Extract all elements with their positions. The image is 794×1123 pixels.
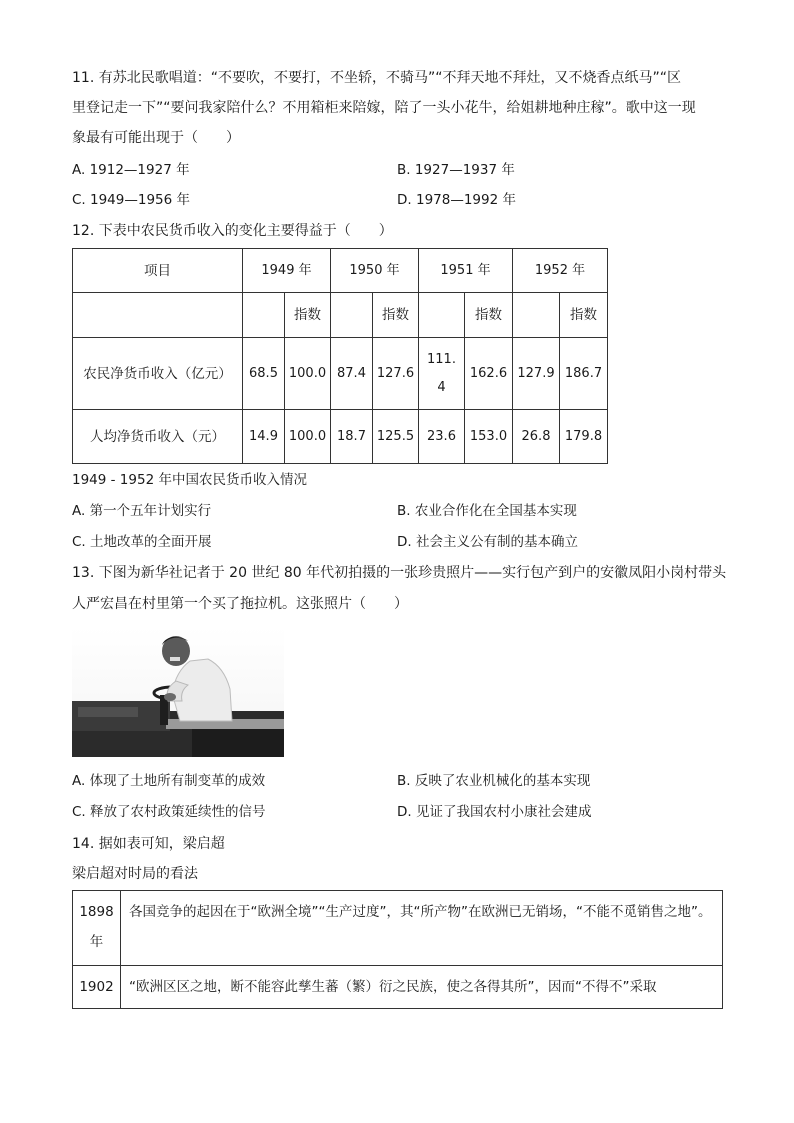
table-cell: 179.8 [560, 410, 608, 464]
table-row-label: 农民净货币收入（亿元） [73, 338, 243, 410]
table-cell: 100.0 [285, 338, 331, 410]
table-row-text: 各国竞争的起因在于“欧洲全境”“生产过度”，其“所产物”在欧洲已无销场，“不能不觅销售之地”。 [121, 891, 723, 966]
q13-option-b[interactable]: B. 反映了农业机械化的基本实现 [397, 773, 591, 789]
table-row [73, 410, 608, 464]
table-row-year: 1902 [73, 966, 121, 1009]
table-subheader-index: 指数 [560, 293, 608, 338]
table-header-year-1949: 1949 年 [243, 249, 331, 293]
q11-option-a[interactable]: A. 1912—1927 年 [72, 162, 190, 178]
q14-views-table [72, 890, 723, 1009]
q12-income-table [72, 248, 608, 464]
table-cell: 127.9 [513, 338, 560, 410]
q11-stem-line-2: 里登记走一下”“要问我家陪什么？不用箱柜来陪嫁，陪了一头小花牛，给姐耕地种庄稼”。歌中这一现 [72, 100, 696, 116]
q12-stem: 12. 下表中农民货币收入的变化主要得益于（ ） [72, 223, 393, 239]
q12-table-caption: 1949 - 1952 年中国农民货币收入情况 [72, 472, 307, 488]
table-subheader-index: 指数 [373, 293, 419, 338]
table-cell: 111.4 [419, 338, 465, 410]
table-row-text: “欧洲区区之地，断不能容此孳生蕃（繁）衍之民族，使之各得其所”，因而“不得不”采取 [121, 966, 723, 1009]
table-header-year-1952: 1952 年 [513, 249, 608, 293]
q12-option-b[interactable]: B. 农业合作化在全国基本实现 [397, 503, 577, 519]
q12-option-c[interactable]: C. 土地改革的全面开展 [72, 534, 212, 550]
table-cell: 87.4 [331, 338, 373, 410]
q13-option-a[interactable]: A. 体现了土地所有制变革的成效 [72, 773, 266, 789]
table-subheader-empty [73, 293, 243, 338]
q14-stem: 14. 据如表可知，梁启超 [72, 836, 225, 852]
q11-option-d[interactable]: D. 1978—1992 年 [397, 192, 516, 208]
table-header-item: 项目 [73, 249, 243, 293]
tractor-photo [72, 627, 284, 757]
table-row-year: 1898 年 [73, 891, 121, 966]
q13-option-d[interactable]: D. 见证了我国农村小康社会建成 [397, 804, 592, 820]
table-cell: 23.6 [419, 410, 465, 464]
table-row [73, 891, 723, 966]
table-subheader-empty [419, 293, 465, 338]
table-row [73, 966, 723, 1009]
table-subheader-empty [331, 293, 373, 338]
table-subheader-index: 指数 [285, 293, 331, 338]
table-cell: 18.7 [331, 410, 373, 464]
table-cell: 14.9 [243, 410, 285, 464]
table-cell: 100.0 [285, 410, 331, 464]
q11-option-b[interactable]: B. 1927—1937 年 [397, 162, 515, 178]
table-row-label: 人均净货币收入（元） [73, 410, 243, 464]
q11-option-c[interactable]: C. 1949—1956 年 [72, 192, 191, 208]
table-subheader-empty [243, 293, 285, 338]
table-cell: 125.5 [373, 410, 419, 464]
q13-option-c[interactable]: C. 释放了农村政策延续性的信号 [72, 804, 266, 820]
table-header-year-1950: 1950 年 [331, 249, 419, 293]
q11-stem-line-1: 11. 有苏北民歌唱道：“不要吹，不要打，不坐轿，不骑马”“不拜天地不拜灶，又不烧香点纸马”“区 [72, 70, 681, 86]
q12-option-d[interactable]: D. 社会主义公有制的基本确立 [397, 534, 578, 550]
table-header-year-1951: 1951 年 [419, 249, 513, 293]
q12-option-a[interactable]: A. 第一个五年计划实行 [72, 503, 212, 519]
q14-table-caption: 梁启超对时局的看法 [72, 866, 198, 882]
q13-stem-line-1: 13. 下图为新华社记者于 20 世纪 80 年代初拍摄的一张珍贵照片——实行包产到户的安徽凤阳小岗村带头 [72, 565, 727, 581]
table-row [73, 338, 608, 410]
q13-stem-line-2: 人严宏昌在村里第一个买了拖拉机。这张照片（ ） [72, 596, 408, 612]
q11-stem-line-3: 象最有可能出现于（ ） [72, 130, 240, 146]
table-subheader-index: 指数 [465, 293, 513, 338]
table-cell: 127.6 [373, 338, 419, 410]
table-cell: 153.0 [465, 410, 513, 464]
table-cell: 162.6 [465, 338, 513, 410]
table-cell: 26.8 [513, 410, 560, 464]
table-cell: 186.7 [560, 338, 608, 410]
table-cell: 68.5 [243, 338, 285, 410]
table-subheader-empty [513, 293, 560, 338]
